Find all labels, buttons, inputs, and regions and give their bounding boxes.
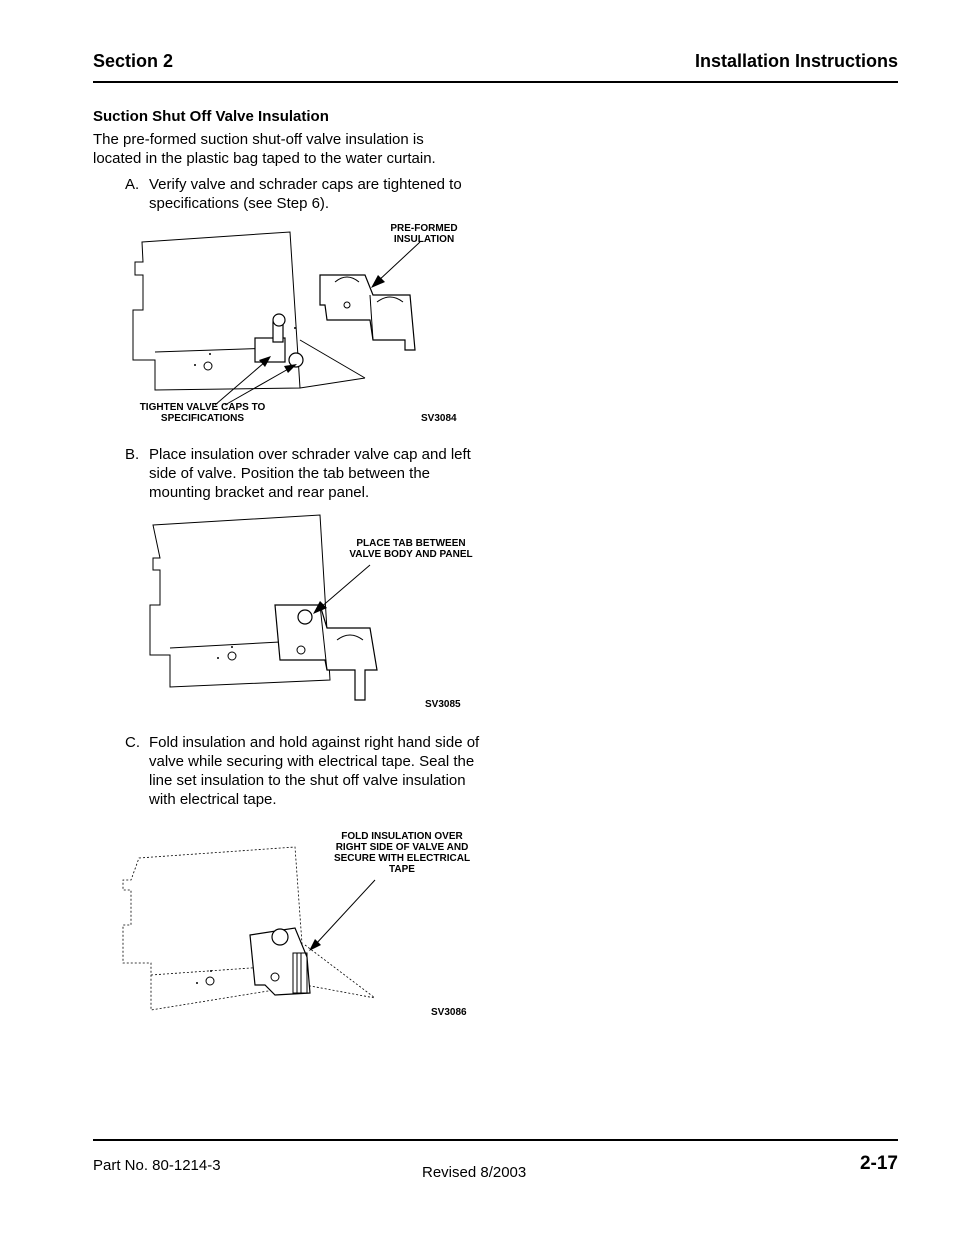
section-label: Section 2 (93, 51, 174, 71)
step-b (125, 445, 485, 502)
step-letter: C. (125, 734, 140, 751)
page-header-title: Installation Instructions (694, 51, 898, 71)
callout-fold-insulation: FOLD INSULATION OVER RIGHT SIDE OF VALVE AND SECURE WITH ELECTRICAL TAPE (333, 831, 471, 875)
figure-sv3084 (115, 220, 485, 430)
content-heading: Suction Shut Off Valve Insulation (93, 108, 329, 125)
step-c (125, 733, 485, 809)
header-rule (93, 81, 898, 83)
figure-sv3086 (115, 825, 485, 1025)
revised-date: Revised 8/2003 (422, 1164, 527, 1181)
figure-sv3085 (115, 510, 485, 715)
step-letter: B. (125, 446, 140, 463)
figure-id: SV3085 (425, 699, 461, 710)
step-a (125, 175, 485, 213)
step-text: Place insulation over schrader valve cap and left side of valve. Position the tab between the mounting bracket and rear panel. (149, 446, 471, 501)
callout-place-tab: PLACE TAB BETWEEN VALVE BODY AND PANEL (349, 538, 473, 560)
figure-id: SV3086 (431, 1007, 467, 1018)
step-letter: A. (125, 176, 140, 193)
step-text: Verify valve and schrader caps are tightened to specifications (see Step 6). (149, 176, 462, 212)
intro-line-2: located in the plastic bag taped to the water curtain. (93, 150, 436, 167)
step-text: Fold insulation and hold against right hand side of valve while securing with electrical tape. Seal the line set insulation to the shut off valve insulation with electrical tape. (149, 734, 480, 808)
callout-pre-formed-insulation: PRE-FORMED INSULATION (390, 223, 458, 245)
intro-line-1: The pre-formed suction shut-off valve insulation is (93, 131, 424, 148)
callout-tighten-valve-caps: TIGHTEN VALVE CAPS TO SPECIFICATIONS (139, 402, 266, 424)
valve-diagram-1 (115, 220, 485, 430)
part-number: Part No. 80-1214-3 (93, 1157, 221, 1174)
footer-rule (93, 1139, 898, 1141)
page-number: 2-17 (859, 1153, 898, 1174)
figure-id: SV3084 (421, 413, 457, 424)
